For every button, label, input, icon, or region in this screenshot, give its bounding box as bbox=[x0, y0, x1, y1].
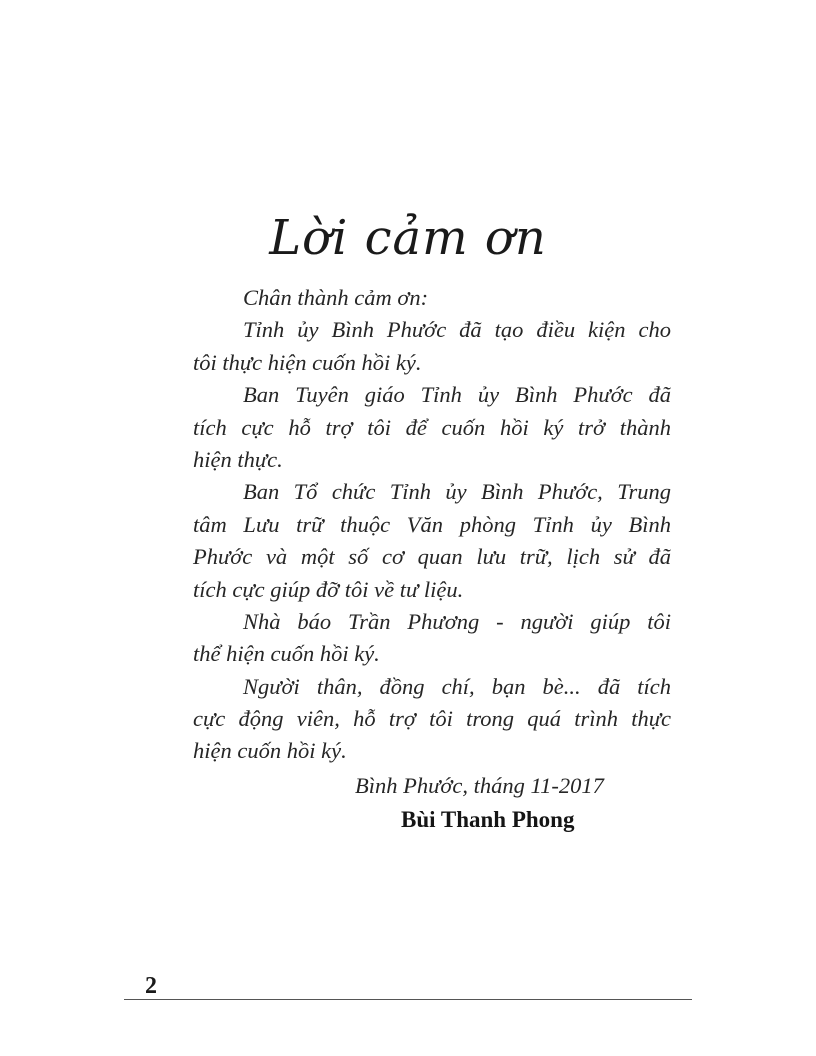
text-line: Phước và một số cơ quan lưu trữ, lịch sử đã bbox=[193, 544, 671, 570]
page-title: Lời cảm ơn bbox=[269, 210, 547, 266]
place-and-date: Bình Phước, tháng 11-2017 bbox=[355, 773, 604, 798]
text-line: Tỉnh ủy Bình Phước đã tạo điều kiện cho bbox=[243, 317, 671, 343]
text-line: tôi thực hiện cuốn hồi ký. bbox=[193, 349, 422, 375]
text-line: tích cực hỗ trợ tôi để cuốn hồi ký trở thành bbox=[193, 414, 671, 440]
text-line: Nhà báo Trần Phương - người giúp tôi bbox=[243, 608, 671, 634]
page-number: 2 bbox=[145, 973, 157, 999]
footer-divider bbox=[124, 999, 692, 1000]
text-line: Chân thành cảm ơn: bbox=[243, 285, 429, 310]
text-line: Ban Tuyên giáo Tỉnh ủy Bình Phước đã bbox=[243, 382, 671, 408]
text-line: Ban Tổ chức Tỉnh ủy Bình Phước, Trung bbox=[243, 479, 671, 505]
text-line: Người thân, đồng chí, bạn bè... đã tích bbox=[243, 673, 671, 699]
text-line: tích cực giúp đỡ tôi về tư liệu. bbox=[193, 576, 464, 602]
acknowledgement-body bbox=[193, 282, 671, 768]
author-name: Bùi Thanh Phong bbox=[401, 807, 575, 832]
text-line: cực động viên, hỗ trợ tôi trong quá trình thực bbox=[193, 706, 671, 732]
text-line: hiện cuốn hồi ký. bbox=[193, 738, 347, 764]
text-line: tâm Lưu trữ thuộc Văn phòng Tỉnh ủy Bình bbox=[193, 511, 671, 537]
text-line: hiện thực. bbox=[193, 446, 283, 472]
text-line: thể hiện cuốn hồi ký. bbox=[193, 641, 380, 667]
